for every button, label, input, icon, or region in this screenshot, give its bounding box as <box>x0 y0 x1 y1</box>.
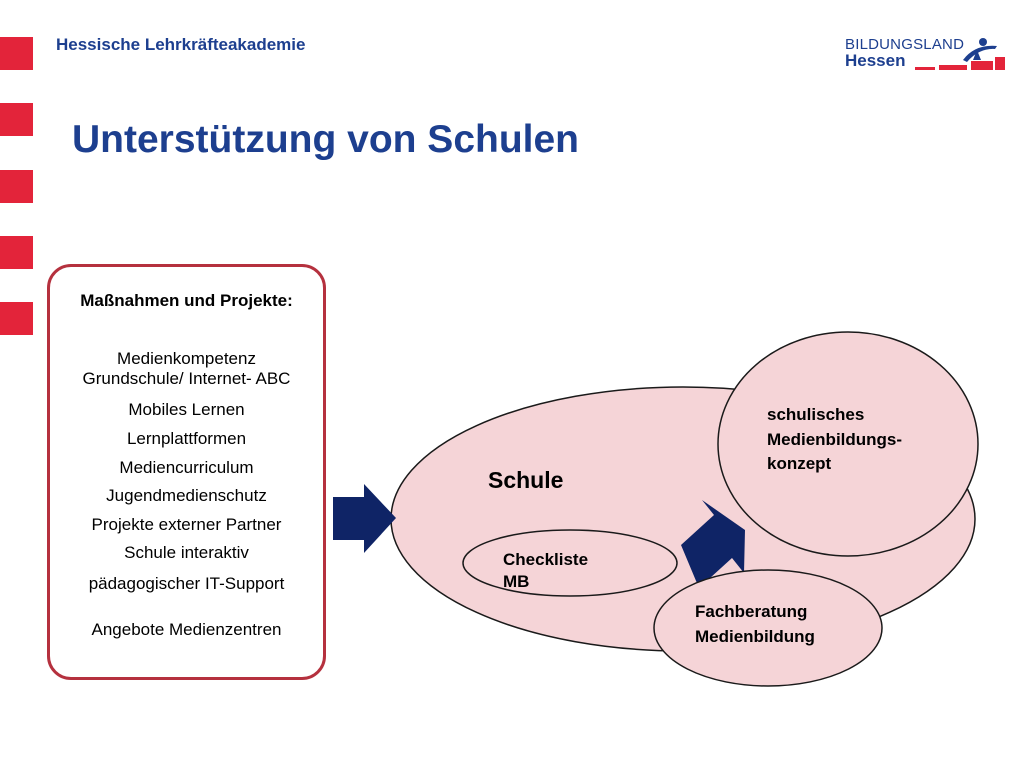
panel-item: pädagogischer IT-Support <box>88 574 285 593</box>
panel-item: Angebote Medienzentren <box>91 620 282 639</box>
panel-item: Grundschule/ Internet- ABC <box>82 369 291 388</box>
panel-item: Lernplattformen <box>126 429 247 448</box>
panel-item: Jugendmedienschutz <box>106 486 267 505</box>
panel-heading: Maßnahmen und Projekte: <box>80 291 293 310</box>
checklist-label-line2: MB <box>503 572 530 591</box>
logo-text-line1: BILDUNGSLAND <box>845 36 965 53</box>
checklist-label-line1: Checkliste <box>503 550 589 569</box>
logo-text-line2: Hessen <box>845 51 906 70</box>
concept-label-line3: konzept <box>767 454 832 473</box>
school-label: Schule <box>488 467 564 493</box>
panel-item: Mediencurriculum <box>119 458 254 477</box>
organization-name: Hessische Lehrkräfteakademie <box>56 35 306 54</box>
concept-label-line1: schulisches <box>767 405 865 424</box>
panel-item: Medienkompetenz <box>117 349 256 368</box>
panel-item: Mobiles Lernen <box>128 400 245 419</box>
arrow-right-icon <box>333 484 396 553</box>
panel-item: Projekte externer Partner <box>91 515 282 534</box>
slide-title: Unterstützung von Schulen <box>72 118 579 161</box>
concept-label-line2: Medienbildungs- <box>767 430 903 449</box>
advice-label-line2: Medienbildung <box>695 627 815 646</box>
advice-label-line1: Fachberatung <box>695 602 808 621</box>
panel-item: Schule interaktiv <box>124 543 249 562</box>
